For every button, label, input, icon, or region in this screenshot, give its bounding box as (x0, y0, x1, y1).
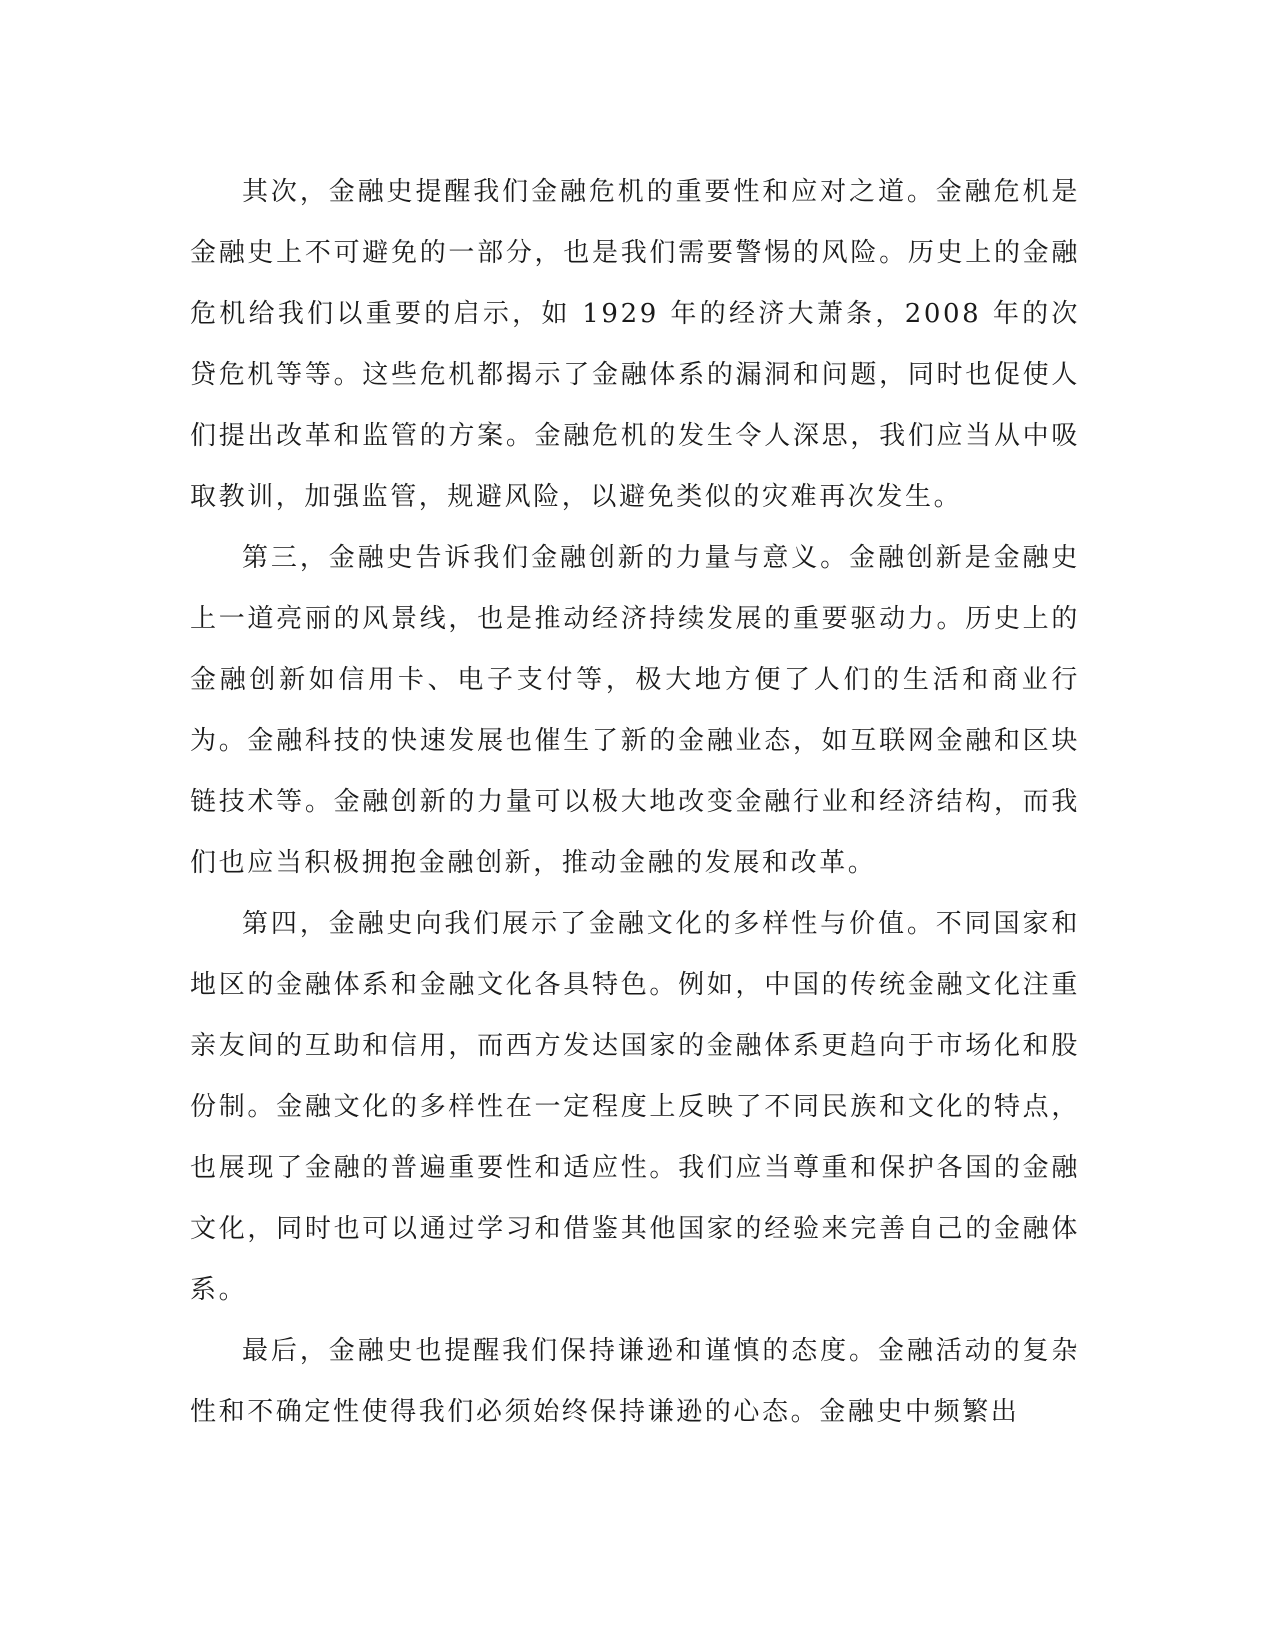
document-body (190, 162, 1080, 1443)
paragraph-financial-crisis: 其次，金融史提醒我们金融危机的重要性和应对之道。金融危机是金融史上不可避免的一部分，也是我们需要警惕的风险。历史上的金融危机给我们以重要的启示，如 1929 年的经济大萧条，2008 年的次贷危机等等。这些危机都揭示了金融体系的漏洞和问题，同时也促使人们提出改革和监管的方案。金融危机的发生令人深思，我们应当从中吸取教训，加强监管，规避风险，以避免类似的灾难再次发生。 (190, 177, 1080, 512)
paragraph-financial-innovation: 第三，金融史告诉我们金融创新的力量与意义。金融创新是金融史上一道亮丽的风景线，也是推动经济持续发展的重要驱动力。历史上的金融创新如信用卡、电子支付等，极大地方便了人们的生活和商业行为。金融科技的快速发展也催生了新的金融业态，如互联网金融和区块链技术等。金融创新的力量可以极大地改变金融行业和经济结构，而我们也应当积极拥抱金融创新，推动金融的发展和改革。 (190, 543, 1080, 878)
paragraph-humility: 最后，金融史也提醒我们保持谦逊和谨慎的态度。金融活动的复杂性和不确定性使得我们必须始终保持谦逊的心态。金融史中频繁出 (190, 1336, 1080, 1427)
paragraph-financial-culture: 第四，金融史向我们展示了金融文化的多样性与价值。不同国家和地区的金融体系和金融文化各具特色。例如，中国的传统金融文化注重亲友间的互助和信用，而西方发达国家的金融体系更趋向于市场化和股份制。金融文化的多样性在一定程度上反映了不同民族和文化的特点，也展现了金融的普遍重要性和适应性。我们应当尊重和保护各国的金融文化，同时也可以通过学习和借鉴其他国家的经验来完善自己的金融体系。 (190, 909, 1080, 1305)
